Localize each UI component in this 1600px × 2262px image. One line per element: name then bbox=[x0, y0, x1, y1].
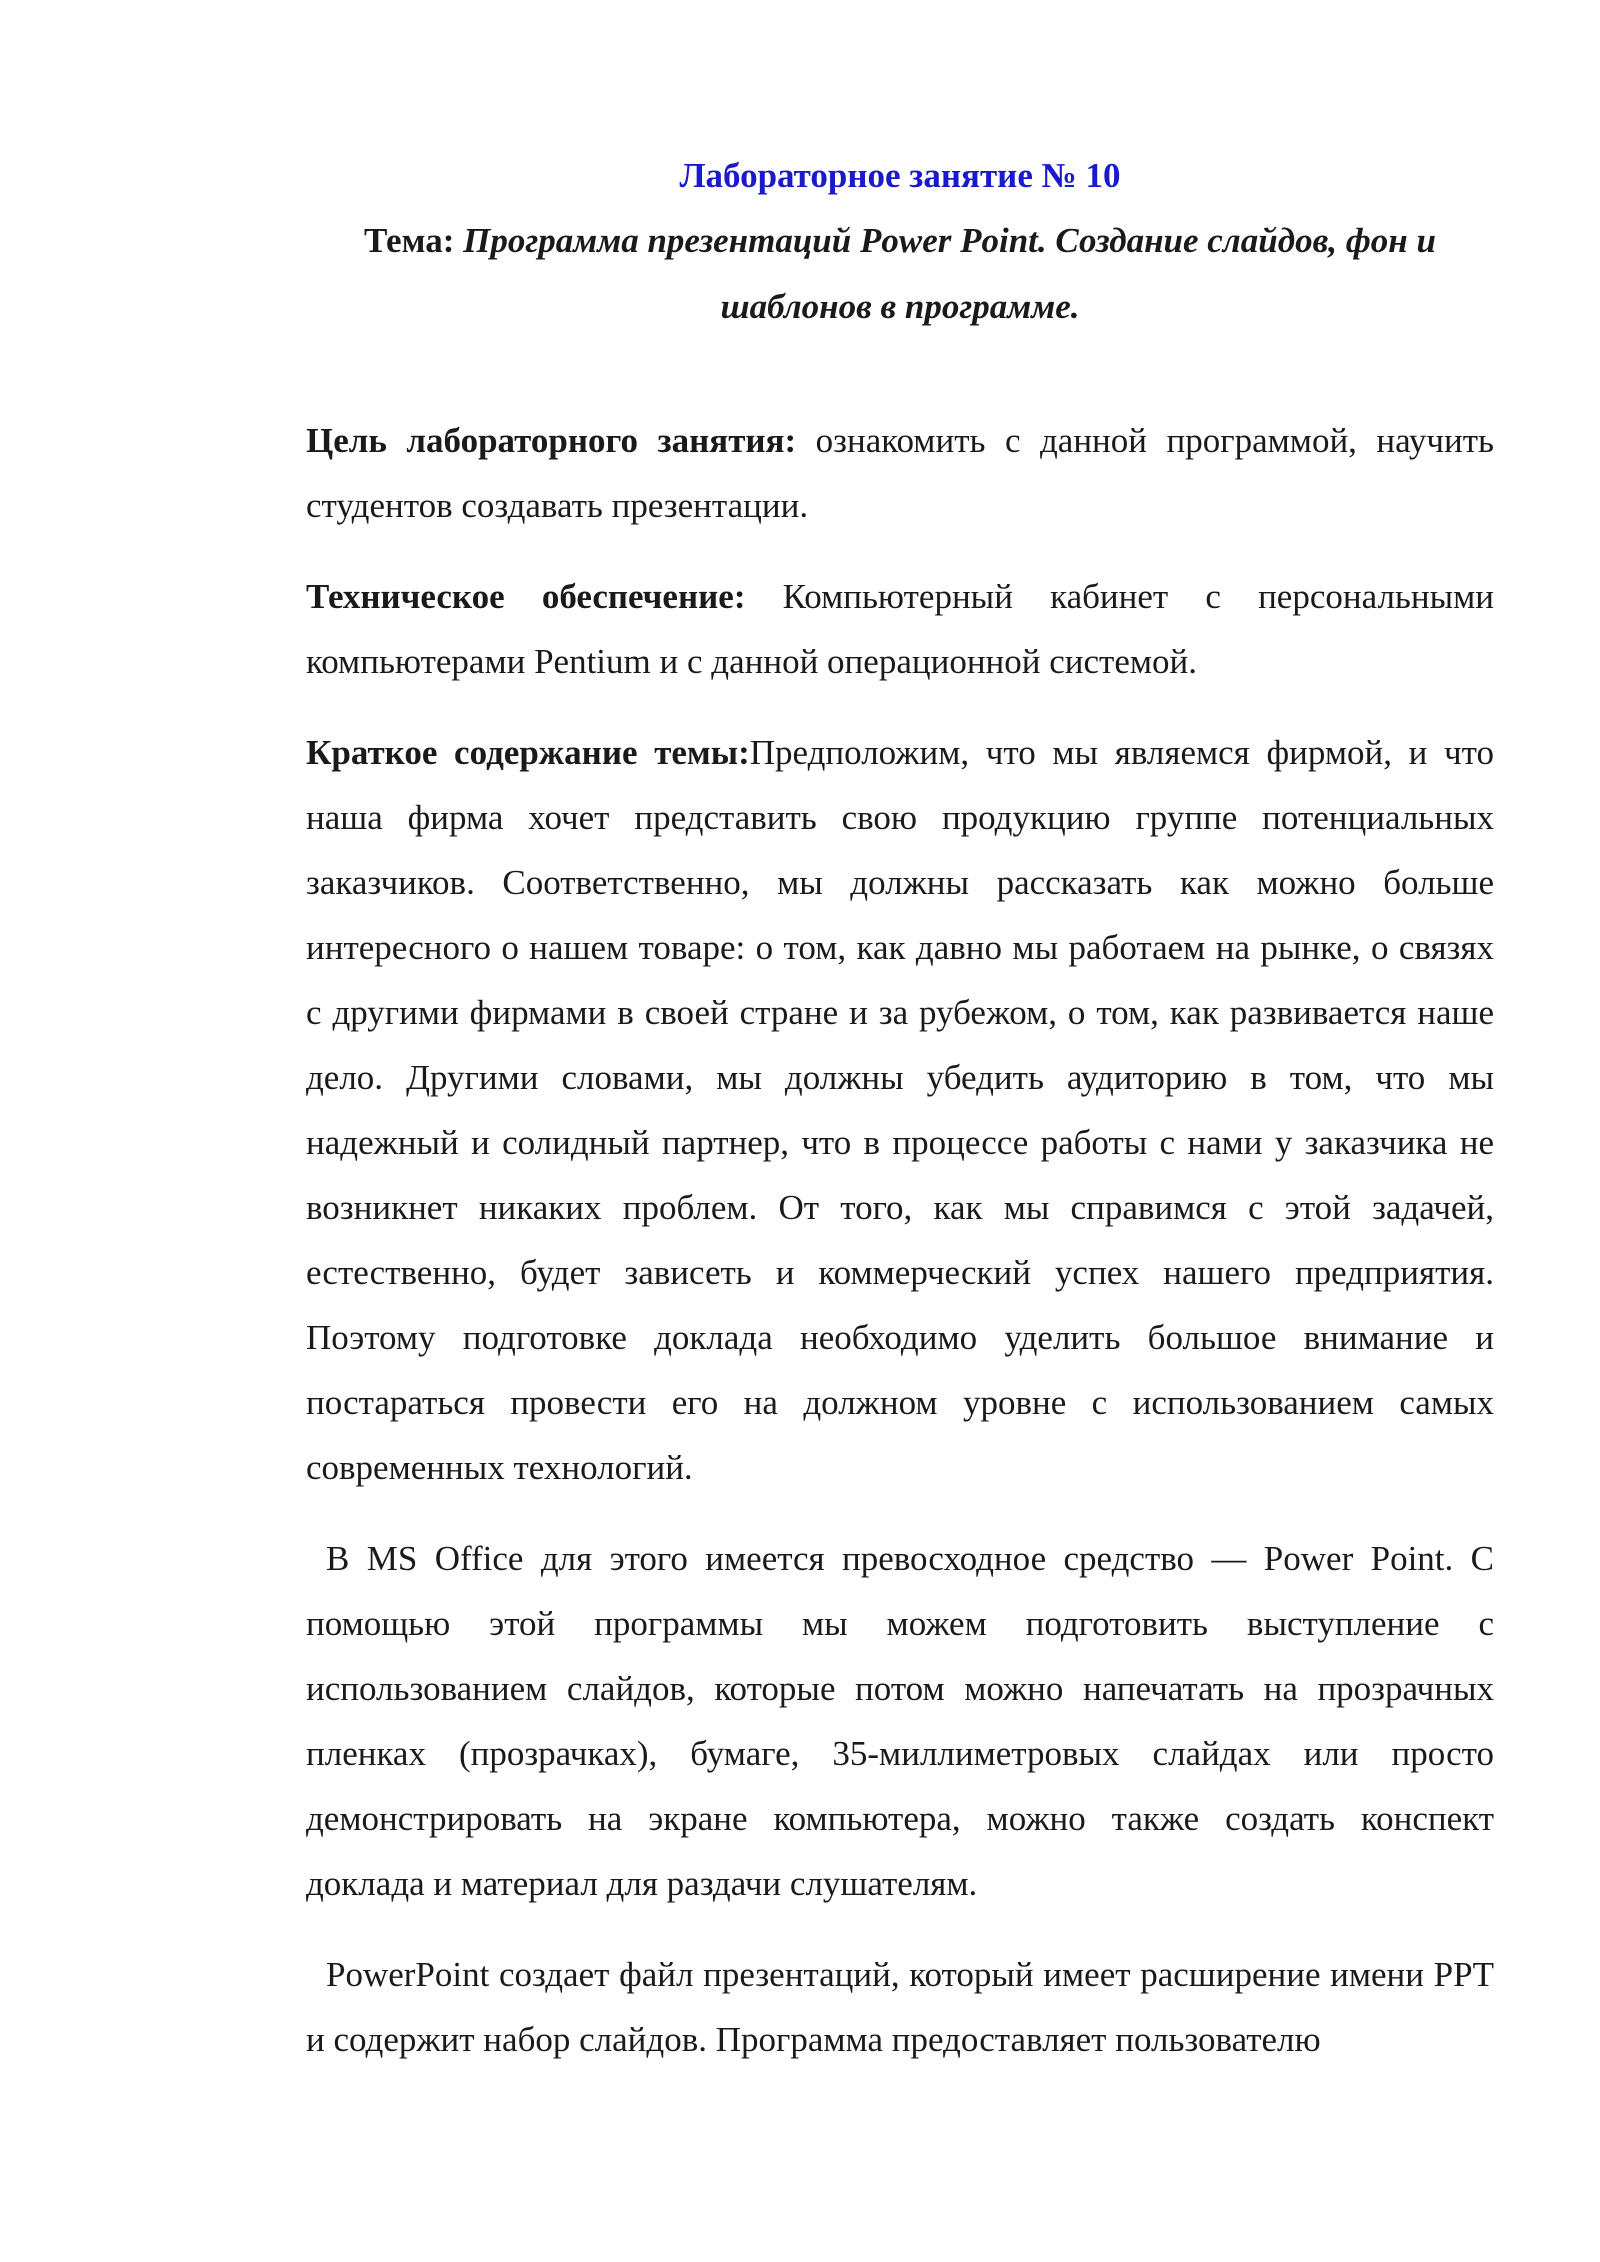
ms-office-paragraph: В MS Office для этого имеется превосходное средство — Power Point. С помощью этой программы мы можем подготовить выступление с использованием слайдов, которые потом можно напечатать на прозрачных пленках (прозрачках), бумаге, 35-миллиметровых слайдах или просто демонстрировать на экране компьютера, можно также создать конспект доклада и материал для раздачи слушателям. bbox=[306, 1539, 1494, 1903]
goal-paragraph bbox=[306, 408, 1494, 538]
topic-heading bbox=[306, 208, 1494, 340]
summary-paragraph bbox=[306, 720, 1494, 1500]
page-title: Лабораторное занятие № 10 bbox=[679, 156, 1121, 195]
goal-text: ознакомить с данной программой, научить студентов создавать презентации. bbox=[306, 421, 1494, 525]
summary-text: Предположим, что мы являемся фирмой, и что наша фирма хочет представить свою продукцию группе потенциальных заказчиков. Соответственно, мы должны рассказать как можно больше интересного о нашем товаре: о том, как давно мы работаем на рынке, о связях с другими фирмами в своей стране и за рубежом, о том, как развивается наше дело. Другими словами, мы должны убедить аудиторию в том, что мы надежный и солидный партнер, что в процессе работы с нами у заказчика не возникнет никаких проблем. От того, как мы справимся с этой задачей, естественно, будет зависеть и коммерческий успех нашего предприятия. Поэтому подготовке доклада необходимо уделить большое внимание и постараться провести его на должном уровне с использованием самых современных технологий. bbox=[306, 733, 1494, 1487]
summary-label: Краткое содержание темы: bbox=[306, 733, 750, 772]
goal-label: Цель лабораторного занятия: bbox=[306, 421, 797, 460]
equipment-label: Техническое обеспечение: bbox=[306, 577, 746, 616]
powerpoint-paragraph: PowerPoint создает файл презентаций, который имеет расширение имени PPT и содержит набор слайдов. Программа предоставляет пользователю bbox=[306, 1955, 1494, 2059]
spacer bbox=[306, 1916, 1494, 1942]
document-content bbox=[306, 150, 1494, 2072]
spacer bbox=[306, 694, 1494, 720]
topic-text: Программа презентаций Power Point. Создание слайдов, фон и шаблонов в программе. bbox=[454, 221, 1436, 326]
spacer bbox=[306, 340, 1494, 408]
topic-label: Тема: bbox=[364, 221, 455, 260]
equipment-paragraph bbox=[306, 564, 1494, 694]
equipment-text: Компьютерный кабинет с персональными компьютерами Pentium и с данной операционной системой. bbox=[306, 577, 1494, 681]
spacer bbox=[306, 538, 1494, 564]
spacer bbox=[306, 1500, 1494, 1526]
